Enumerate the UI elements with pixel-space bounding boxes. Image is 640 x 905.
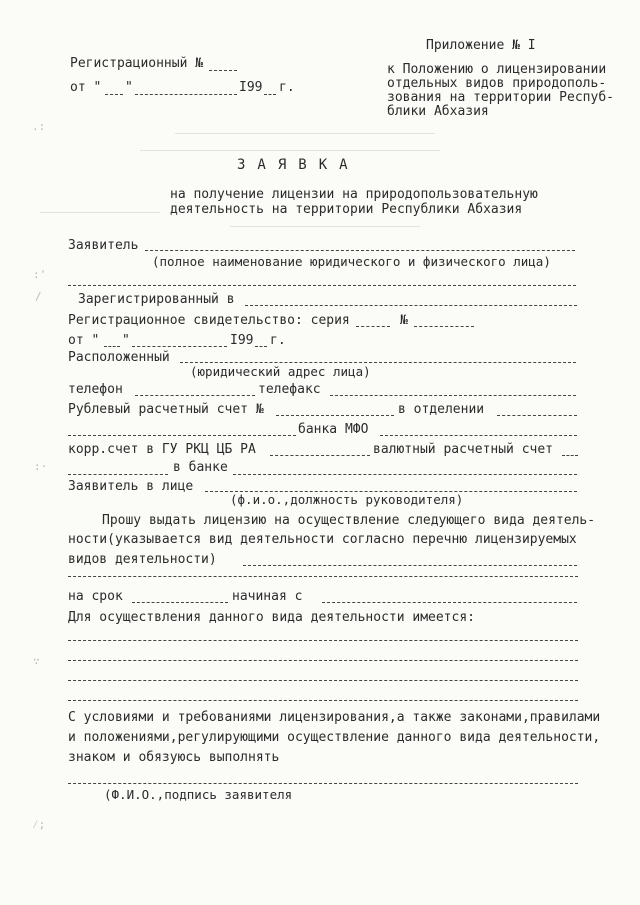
start-date-field[interactable] [322,602,577,603]
cert-date-year: I99 [230,333,254,348]
cert-date-from: от " [68,333,100,348]
resources-field-line[interactable] [68,640,578,641]
registered-in-label: Зарегистрированный в [78,292,235,307]
reg-month-field[interactable] [135,94,237,95]
person-hint: (ф.и.о.,должность руководителя) [230,492,464,507]
appendix-note-line: отдельных видов природополь- [387,76,607,91]
resources-field-line[interactable] [68,680,578,681]
cert-year-field[interactable] [255,346,267,347]
form-title: ЗАЯВКА [237,157,360,173]
in-branch-label: в отделении [398,402,485,417]
currency-account-field-line2[interactable] [68,474,168,475]
currency-account-field[interactable] [562,455,578,456]
reg-certificate-label: Регистрационное свидетельство: серия [68,313,350,328]
form-subtitle: деятельность на территории Республики Абхазия [170,202,523,217]
margin-speck: .: [32,120,46,133]
resources-field-line[interactable] [68,660,578,661]
applicant-field-line2[interactable] [68,285,576,286]
applicant-field[interactable] [145,250,575,251]
cert-number-field[interactable] [414,326,474,327]
appendix-note-line: блики Абхазия [387,104,489,119]
located-hint: (юридический адрес лица) [190,364,371,379]
appendix-note-line: к Положению о лицензировании [387,62,607,77]
agreement-text-line: С условиями и требованиями лицензирования,а также законами,правилами [68,710,601,725]
resources-field-line[interactable] [68,700,578,701]
appendix-note-line: зования на территории Респуб- [387,90,614,105]
phone-field[interactable] [135,395,255,396]
term-label: на срок [68,589,123,604]
applicant-label: Заявитель [68,238,139,253]
reg-date-g: г. [279,80,295,95]
ghost-line [40,212,160,213]
margin-speck: ⁄; [32,818,46,831]
ruble-account-label: Рублевый расчетный счет № [68,402,264,417]
corr-account-label: корр.счет в ГУ РКЦ ЦБ РА [68,442,256,457]
fax-label: телефакс [258,382,321,397]
reg-number-label: Регистрационный № [70,56,204,71]
activity-field[interactable] [243,565,577,566]
margin-speck: / [35,290,42,303]
starting-label: начиная с [232,589,303,604]
branch-field[interactable] [497,415,577,416]
reg-year-field[interactable] [264,94,276,95]
cert-date-g: г. [270,333,286,348]
fax-field[interactable] [330,395,576,396]
signature-hint: (Ф.И.О.,подпись заявителя [104,787,293,802]
request-text-line: видов деятельности) [68,552,217,567]
cert-month-field[interactable] [132,346,227,347]
term-field[interactable] [132,602,228,603]
margin-speck: :· [34,460,48,473]
applicant-hint: (полное наименование юридического и физического лица) [152,254,551,269]
in-bank-label: в банке [173,460,228,475]
form-subtitle: на получение лицензии на природопользовательную [170,187,538,202]
signature-field[interactable] [68,783,578,784]
appendix-label: Приложение № I [426,38,536,53]
phone-label: телефон [68,382,123,397]
request-text-line: ности(указывается вид деятельности согласно перечню лицензируемых [68,532,577,547]
agreement-text-line: и положениями,регулирующими осуществление данного вида деятельности, [68,730,601,745]
reg-date-year: I99 [239,80,263,95]
located-field[interactable] [180,362,576,363]
cert-day-field[interactable] [104,346,120,347]
ghost-line [175,133,435,134]
ghost-line [140,150,440,151]
agreement-text-line: знаком и обязуюсь выполнять [68,750,280,765]
mfo-field[interactable] [380,435,577,436]
cert-number-label: № [400,313,408,328]
cert-date-quote: " [122,333,130,348]
registered-in-field[interactable] [245,305,577,306]
reg-day-field[interactable] [105,94,123,95]
located-label: Расположенный [68,350,170,365]
ghost-line [230,226,420,227]
branch-name-field[interactable] [68,435,296,436]
currency-account-label: валютный расчетный счет [373,442,554,457]
request-text-line: Прошу выдать лицензию на осуществление следующего вида деятель- [102,513,596,528]
reg-number-field[interactable] [209,70,237,71]
reg-date-quote: " [125,80,133,95]
has-for-label: Для осуществления данного вида деятельности имеется: [68,610,475,625]
activity-field-line2[interactable] [68,576,578,577]
bank-mfo-label: банка МФО [298,422,369,437]
bank-name-field[interactable] [233,474,577,475]
applicant-person-label: Заявитель в лице [68,479,194,494]
ruble-account-field[interactable] [276,415,394,416]
reg-date-from: от " [70,80,102,95]
corr-account-field[interactable] [270,455,370,456]
margin-speck: ∵ [33,655,40,668]
margin-speck: :' [33,268,47,281]
cert-series-field[interactable] [356,326,390,327]
